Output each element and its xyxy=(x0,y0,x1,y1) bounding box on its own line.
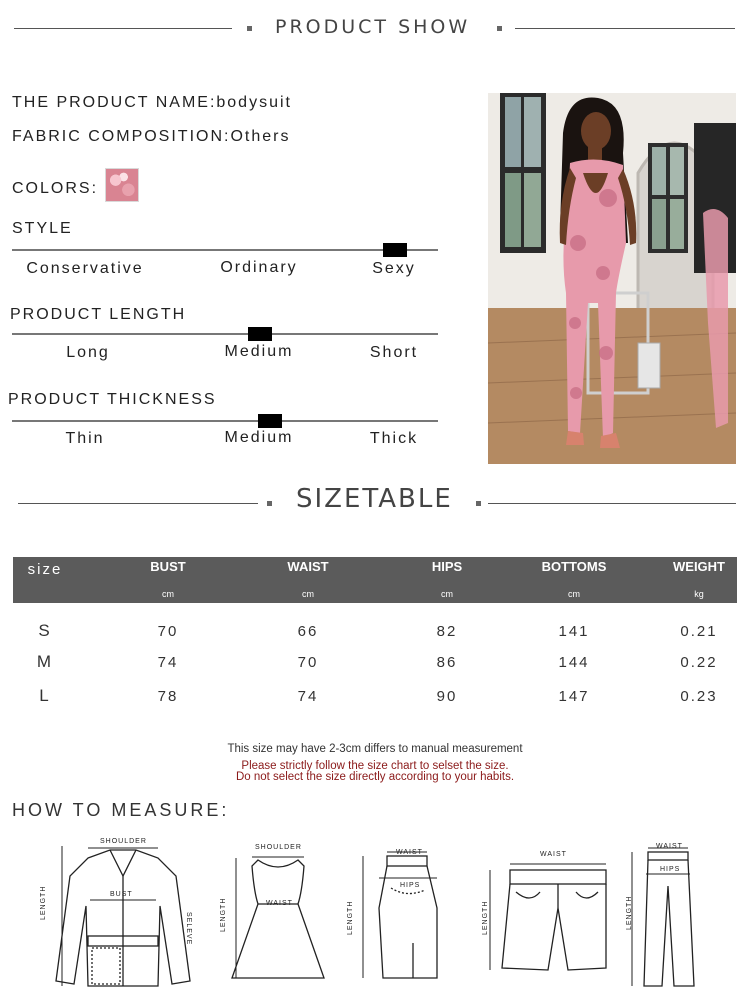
table-cell: 147 xyxy=(558,688,590,705)
unit-hips: cm xyxy=(441,589,453,599)
length-option-medium: Medium xyxy=(224,343,294,360)
header-line-left xyxy=(14,28,232,29)
table-cell: M xyxy=(36,652,54,671)
product-show-title: PRODUCT SHOW xyxy=(275,16,471,38)
length-marker xyxy=(248,327,272,341)
table-cell: L xyxy=(39,686,51,705)
table-cell: 0.22 xyxy=(680,654,718,671)
length-option-short: Short xyxy=(369,344,419,361)
col-header-weight: WEIGHT xyxy=(673,559,725,574)
jacket-bust-label: BUST xyxy=(110,891,133,898)
table-cell: 86 xyxy=(436,654,458,671)
product-photo xyxy=(488,93,736,464)
table-cell: 141 xyxy=(558,623,590,640)
table-cell: 0.23 xyxy=(680,688,718,705)
dress-shoulder-label: SHOULDER xyxy=(255,844,302,851)
col-header-hips: HIPS xyxy=(431,559,463,574)
length-option-long: Long xyxy=(66,344,110,361)
model-photo-illustration xyxy=(488,93,736,464)
sizetable-line-right xyxy=(488,503,736,504)
table-cell: 66 xyxy=(297,623,319,640)
sizetable-title: SIZETABLE xyxy=(296,484,453,514)
thickness-option-thin: Thin xyxy=(65,430,105,447)
jacket-sleeve-label: SELEVE xyxy=(185,912,192,946)
length-track xyxy=(12,333,438,335)
table-cell: 78 xyxy=(157,688,179,705)
table-cell: S xyxy=(38,621,52,640)
table-cell: 0.21 xyxy=(680,623,718,640)
dress-length-label: LENGTH xyxy=(220,897,227,932)
table-cell: 90 xyxy=(436,688,458,705)
pants-hips-label: HIPS xyxy=(660,866,681,873)
note-follow-chart: Please strictly follow the size chart to selset the size. xyxy=(241,760,509,772)
table-cell: 82 xyxy=(436,623,458,640)
style-option-sexy: Sexy xyxy=(372,260,416,277)
style-label: STYLE xyxy=(12,220,73,237)
shorts-waist-label: WAIST xyxy=(540,851,567,858)
thickness-label: PRODUCT THICKNESS xyxy=(8,391,217,408)
header-dot-left xyxy=(247,26,252,31)
col-header-waist: WAIST xyxy=(287,559,329,574)
sizetable-dot-right xyxy=(476,501,481,506)
skirt-hips-label: HIPS xyxy=(400,882,421,889)
jacket-diagram xyxy=(48,836,198,992)
unit-bust: cm xyxy=(162,589,174,599)
table-cell: 70 xyxy=(157,623,179,640)
table-cell: 74 xyxy=(297,688,319,705)
style-option-ordinary: Ordinary xyxy=(220,259,298,276)
sizetable-line-left xyxy=(18,503,258,504)
shorts-length-label: LENGTH xyxy=(482,900,489,935)
how-to-measure-title: HOW TO MEASURE: xyxy=(12,800,230,820)
pants-length-label: LENGTH xyxy=(626,895,633,930)
table-cell: 74 xyxy=(157,654,179,671)
header-line-right xyxy=(515,28,735,29)
skirt-length-label: LENGTH xyxy=(347,900,354,935)
thickness-option-thick: Thick xyxy=(369,430,419,447)
sizetable-dot-left xyxy=(267,501,272,506)
product-name: THE PRODUCT NAME:bodysuit xyxy=(12,94,292,111)
col-header-size: size xyxy=(27,561,63,578)
color-swatch-pink[interactable] xyxy=(105,168,139,202)
unit-bottoms: cm xyxy=(568,589,580,599)
col-header-bottoms: BOTTOMS xyxy=(541,559,607,574)
note-habits: Do not select the size directly according to your habits. xyxy=(235,771,515,783)
skirt-diagram xyxy=(355,848,445,983)
shorts-diagram xyxy=(480,858,610,976)
thickness-marker xyxy=(258,414,282,428)
thickness-track xyxy=(12,420,438,422)
dress-diagram xyxy=(228,852,328,987)
thickness-option-medium: Medium xyxy=(224,429,294,446)
header-dot-right xyxy=(497,26,502,31)
unit-waist: cm xyxy=(302,589,314,599)
jacket-shoulder-label: SHOULDER xyxy=(100,838,147,845)
colors-label: COLORS: xyxy=(12,180,99,197)
length-label: PRODUCT LENGTH xyxy=(10,306,187,323)
jacket-length-label: LENGTH xyxy=(40,885,47,920)
note-measurement: This size may have 2-3cm differs to manual measurement xyxy=(227,743,523,755)
fabric-composition: FABRIC COMPOSITION:Others xyxy=(12,128,291,145)
unit-weight: kg xyxy=(694,589,704,599)
table-cell: 70 xyxy=(297,654,319,671)
dress-waist-label: WAIST xyxy=(266,900,293,907)
col-header-bust: BUST xyxy=(150,559,186,574)
style-option-conservative: Conservative xyxy=(26,260,144,277)
pants-waist-label: WAIST xyxy=(656,843,683,850)
table-cell: 144 xyxy=(558,654,590,671)
style-marker xyxy=(383,243,407,257)
skirt-waist-label: WAIST xyxy=(396,849,423,856)
style-track xyxy=(12,249,438,251)
